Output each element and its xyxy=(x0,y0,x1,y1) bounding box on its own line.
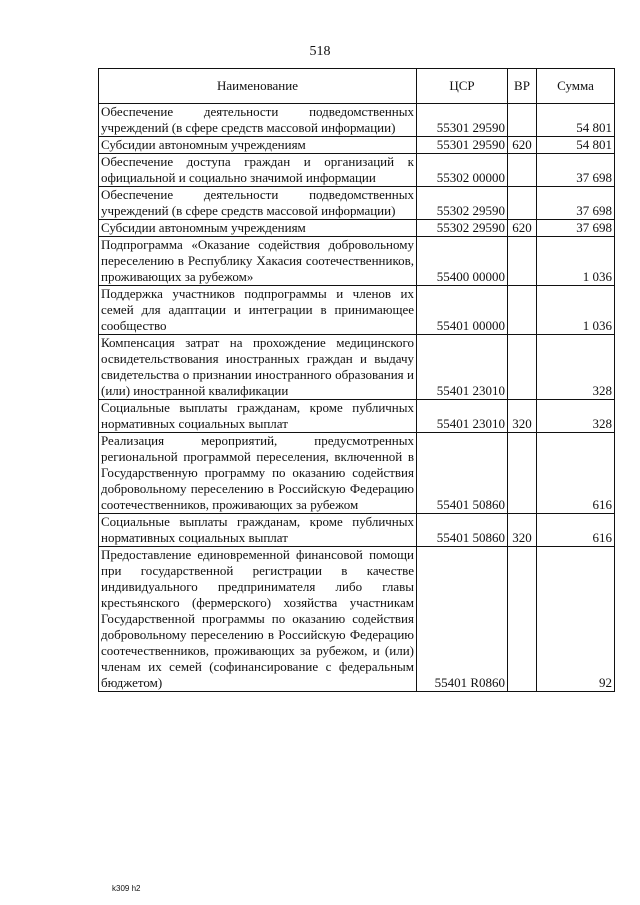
row-vr: 620 xyxy=(508,220,537,237)
row-sum: 1 036 xyxy=(537,237,615,286)
table-row xyxy=(99,187,615,220)
row-vr xyxy=(508,335,537,400)
row-csr: 55400 00000 xyxy=(417,237,508,286)
row-vr xyxy=(508,154,537,187)
table-row xyxy=(99,104,615,137)
row-vr xyxy=(508,237,537,286)
table-row xyxy=(99,220,615,237)
row-csr: 55302 29590 xyxy=(417,220,508,237)
table-row xyxy=(99,237,615,286)
table-row xyxy=(99,286,615,335)
column-header-vr: ВР xyxy=(508,69,537,104)
page-number: 518 xyxy=(309,44,331,59)
column-header-name: Наименование xyxy=(99,69,417,104)
table-row xyxy=(99,400,615,433)
row-csr: 55401 00000 xyxy=(417,286,508,335)
row-sum: 37 698 xyxy=(537,187,615,220)
row-vr xyxy=(508,104,537,137)
row-name: Поддержка участников подпрограммы и членов их семей для адаптации и интеграции в принимающее сообщество xyxy=(99,286,417,335)
row-csr: 55301 29590 xyxy=(417,137,508,154)
table-row xyxy=(99,137,615,154)
row-sum: 328 xyxy=(537,400,615,433)
row-sum: 54 801 xyxy=(537,137,615,154)
table-header-row xyxy=(99,69,615,104)
row-csr: 55401 50860 xyxy=(417,433,508,514)
row-csr: 55301 29590 xyxy=(417,104,508,137)
row-name: Предоставление единовременной финансовой помощи при государственной регистрации в качестве индивидуального предпринимателя либо главы крестьянского (фермерского) хозяйства участникам Государственной программы по оказанию содействия добровольному переселению в Российскую Федерацию соотечественников, проживающих за рубежом, и (или) членам их семей (софинансирование с федеральным бюджетом) xyxy=(99,547,417,692)
row-sum: 616 xyxy=(537,433,615,514)
row-csr: 55302 29590 xyxy=(417,187,508,220)
row-name: Субсидии автономным учреждениям xyxy=(99,220,417,237)
table-row xyxy=(99,154,615,187)
budget-table xyxy=(98,68,615,692)
row-csr: 55401 23010 xyxy=(417,400,508,433)
table-row xyxy=(99,335,615,400)
row-vr xyxy=(508,187,537,220)
row-name: Субсидии автономным учреждениям xyxy=(99,137,417,154)
row-sum: 1 036 xyxy=(537,286,615,335)
column-header-sum: Сумма xyxy=(537,69,615,104)
row-csr: 55401 23010 xyxy=(417,335,508,400)
row-vr xyxy=(508,433,537,514)
row-name: Реализация мероприятий, предусмотренных региональной программой переселения, включенной в Государственную программу по оказанию содействия добровольному переселению в Российскую Федерацию соотечественников, проживающих за рубежом xyxy=(99,433,417,514)
row-csr: 55401 50860 xyxy=(417,514,508,547)
row-csr: 55401 R0860 xyxy=(417,547,508,692)
row-vr xyxy=(508,286,537,335)
row-name: Социальные выплаты гражданам, кроме публичных нормативных социальных выплат xyxy=(99,514,417,547)
row-sum: 616 xyxy=(537,514,615,547)
row-name: Обеспечение доступа граждан и организаций к официальной и социально значимой информации xyxy=(99,154,417,187)
table-row xyxy=(99,433,615,514)
row-vr xyxy=(508,547,537,692)
table-row xyxy=(99,514,615,547)
row-name: Обеспечение деятельности подведомственных учреждений (в сфере средств массовой информации) xyxy=(99,104,417,137)
row-name: Социальные выплаты гражданам, кроме публичных нормативных социальных выплат xyxy=(99,400,417,433)
row-sum: 54 801 xyxy=(537,104,615,137)
row-sum: 37 698 xyxy=(537,220,615,237)
column-header-csr: ЦСР xyxy=(417,69,508,104)
row-sum: 328 xyxy=(537,335,615,400)
table-row xyxy=(99,547,615,692)
row-sum: 92 xyxy=(537,547,615,692)
row-vr: 320 xyxy=(508,400,537,433)
row-sum: 37 698 xyxy=(537,154,615,187)
row-name: Обеспечение деятельности подведомственных учреждений (в сфере средств массовой информации) xyxy=(99,187,417,220)
row-vr: 620 xyxy=(508,137,537,154)
row-name: Подпрограмма «Оказание содействия добровольному переселению в Республику Хакасия соотечественников, проживающих за рубежом» xyxy=(99,237,417,286)
row-name: Компенсация затрат на прохождение медицинского освидетельствования иностранных граждан и выдачу свидетельства о признании иностранного образования и (или) иностранной квалификации xyxy=(99,335,417,400)
footer-code: k309 h2 xyxy=(112,884,141,893)
row-csr: 55302 00000 xyxy=(417,154,508,187)
row-vr: 320 xyxy=(508,514,537,547)
